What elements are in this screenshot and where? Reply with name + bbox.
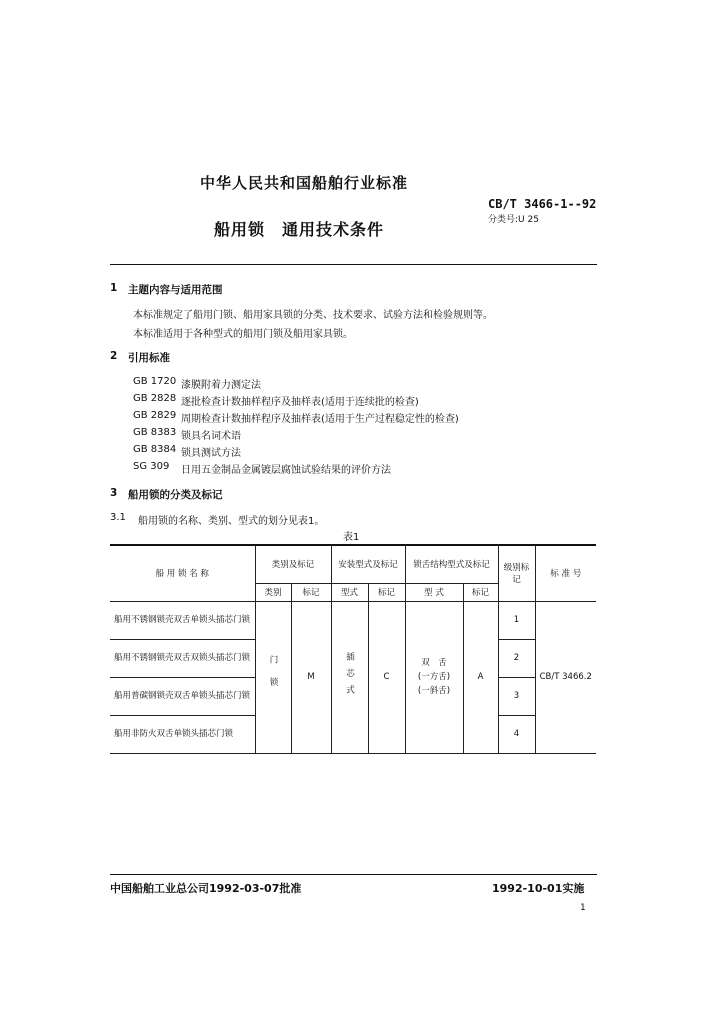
header-tongue-type: 型 式 [405,583,463,601]
reference-title: 周期检查计数抽样程序及抽样表(适用于生产过程稳定性的检查) [181,414,459,425]
tongue-type-sub: (一方舌) [417,672,451,682]
section-2-number: 2 [110,350,118,362]
header-standard-number: 标 准 号 [535,545,596,601]
table-row-name: 船用非防火双舌单锁头插芯门锁 [110,715,255,753]
classification-number: 分类号:U 25 [488,215,539,225]
tongue-type-sub: (一斜舌) [417,686,451,696]
table-row-name: 船用不锈钢锁壳双舌双锁头插芯门锁 [110,639,255,677]
reference-code: GB 2829 [133,410,177,421]
reference-title: 逐批检查计数抽样程序及抽样表(适用于连续批的检查) [181,397,419,408]
grade-cell: 2 [498,639,535,677]
implementation-date: 1992-10-01实施 [492,882,585,895]
document-title: 船用锁 通用技术条件 [214,220,385,239]
subsection-text: 船用锁的名称、类别、型式的划分见表1。 [138,516,325,527]
header-category: 类别 [255,583,291,601]
table-caption: 表1 [343,532,360,543]
header-rule [110,264,597,265]
section-1-paragraph: 本标准规定了船用门锁、船用家具锁的分类、技术要求、试验方法和检验规则等。 [133,310,493,321]
footer-rule [110,874,597,875]
standard-number: CB/T 3466-1--92 [488,197,597,211]
header-install-group: 安装型式及标记 [331,545,405,583]
reference-code: GB 2828 [133,393,177,404]
category-cell: 门锁 [255,601,291,753]
header-category-group: 类别及标记 [255,545,331,583]
issuing-body-title: 中华人民共和国船舶行业标准 [200,174,409,192]
page-number: 1 [580,903,586,913]
tongue-mark-cell: A [463,601,498,753]
reference-code: GB 8384 [133,444,177,455]
header-tongue-mark: 标记 [463,583,498,601]
header-name: 船 用 锁 名 称 [110,545,255,601]
section-1-paragraph: 本标准适用于各种型式的船用门锁及船用家具锁。 [133,329,353,340]
header-category-mark: 标记 [291,583,331,601]
subsection-number: 3.1 [110,512,126,523]
grade-cell: 3 [498,677,535,715]
approval-line: 中国船舶工业总公司1992-03-07批准 [110,882,302,895]
header-install-mark: 标记 [368,583,405,601]
header-tongue-group: 锁舌结构型式及标记 [405,545,498,583]
section-3-title: 船用锁的分类及标记 [128,489,223,501]
tongue-type-main: 双 舌 [421,658,447,668]
header-install-type: 型式 [331,583,368,601]
section-1-title: 主题内容与适用范围 [128,284,223,296]
section-2-title: 引用标准 [128,352,170,364]
tongue-type-cell [405,601,463,753]
section-1-number: 1 [110,282,118,294]
table-row-name: 船用普碳钢锁壳双舌单锁头插芯门锁 [110,677,255,715]
header-grade: 级别标记 [498,545,535,601]
install-type-cell: 插芯式 [331,601,368,753]
section-3-number: 3 [110,487,118,499]
standard-number-cell: CB/T 3466.2 [535,601,596,753]
reference-title: 漆膜附着力测定法 [181,380,261,391]
reference-code: GB 1720 [133,376,177,387]
reference-title: 锁具名词术语 [181,431,241,442]
reference-code: GB 8383 [133,427,177,438]
reference-title: 锁具测试方法 [181,448,241,459]
classification-table [110,544,596,754]
reference-title: 日用五金制品金属镀层腐蚀试验结果的评价方法 [181,465,391,476]
category-mark-cell: M [291,601,331,753]
grade-cell: 1 [498,601,535,639]
grade-cell: 4 [498,715,535,753]
install-mark-cell: C [368,601,405,753]
reference-code: SG 309 [133,461,170,472]
table-row-name: 船用不锈钢锁壳双舌单锁头插芯门锁 [110,601,255,639]
